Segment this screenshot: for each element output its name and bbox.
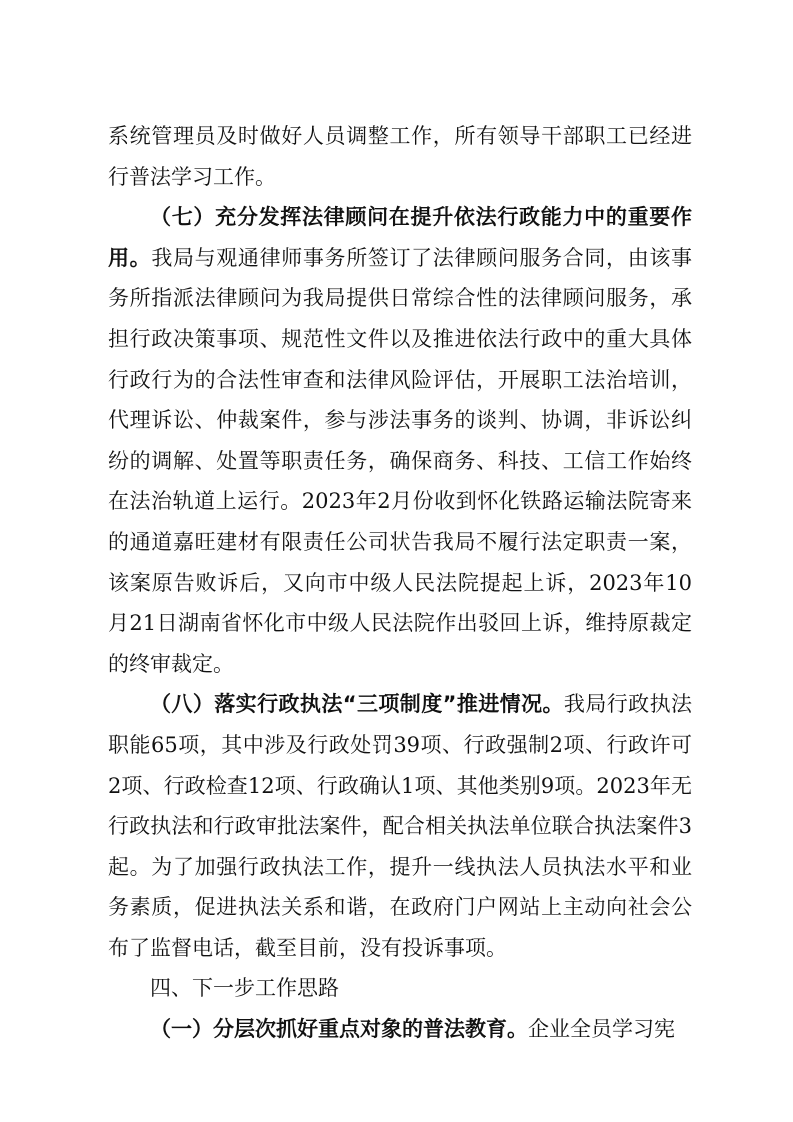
section-heading-text: 四、下一步工作思路 bbox=[150, 976, 339, 1001]
paragraph-targeted-education bbox=[108, 1009, 692, 1050]
paragraph-text: 企业全员学习宪 bbox=[528, 1017, 675, 1042]
paragraph-lead-heading: （七）充分发挥法律顾问在提升依法行政能力中的重要作用。 bbox=[108, 205, 692, 270]
paragraph-text: 系统管理员及时做好人员调整工作，所有领导干部职工已经进行普法学习工作。 bbox=[108, 124, 692, 189]
paragraph-legal-advisor bbox=[108, 197, 692, 684]
document-body bbox=[108, 116, 692, 1050]
paragraph-text: 我局行政执法职能65项，其中涉及行政处罚39项、行政强制2项、行政许可2项、行政检查12项、行政确认1项、其他类别9项。2023年无行政执法和行政审批法案件，配合相关执法单位联合执法案件3起。为了加强行政执法工作，提升一线执法人员执法水平和业务素质，促进执法关系和谐，在政府门户网站上主动向社会公布了监督电话，截至目前，没有投诉事项。 bbox=[108, 692, 692, 960]
section-heading bbox=[108, 968, 692, 1009]
paragraph-lead-heading: （八）落实行政执法“三项制度”推进情况。 bbox=[150, 692, 564, 717]
paragraph-three-systems bbox=[108, 684, 692, 968]
paragraph-text: 我局与观通律师事务所签订了法律顾问服务合同，由该事务所指派法律顾问为我局提供日常综合性的法律顾问服务，承担行政决策事项、规范性文件以及推进依法行政中的重大具体行政行为的合法性审查和法律风险评估，开展职工法治培训，代理诉讼、仲裁案件，参与涉法事务的谈判、协调，非诉讼纠纷的调解、处置等职责任务，确保商务、科技、工信工作始终在法治轨道上运行。2023年2月份收到怀化铁路运输法院寄来的通道嘉旺建材有限责任公司状告我局不履行法定职责一案，该案原告败诉后，又向市中级人民法院提起上诉，2023年10月21日湖南省怀化市中级人民法院作出驳回上诉，维持原裁定的终审裁定。 bbox=[108, 245, 693, 676]
paragraph-continuation bbox=[108, 116, 692, 197]
paragraph-lead-heading: （一）分层次抓好重点对象的普法教育。 bbox=[150, 1017, 528, 1042]
